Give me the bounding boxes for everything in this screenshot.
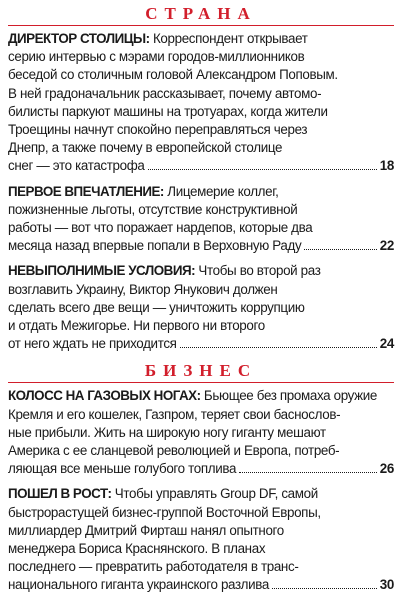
toc-entry[interactable] xyxy=(8,30,394,176)
entry-last-line xyxy=(8,335,394,353)
entry-text: сделать всего две вещи — уничтожить коррупцию xyxy=(8,299,305,315)
entry-text: последнего — превратить работодателя в транс- xyxy=(8,559,299,575)
entry-last-line xyxy=(8,460,394,478)
section-rule xyxy=(8,382,394,383)
entry-heading: КОЛОСС НА ГАЗОВЫХ НОГАХ: xyxy=(8,388,201,404)
section-biznes xyxy=(8,360,394,594)
entry-text: Днепр, а также почему в европейской столице xyxy=(8,140,283,156)
dot-leader xyxy=(239,462,377,473)
dot-leader xyxy=(272,578,377,589)
toc-entry[interactable] xyxy=(8,183,394,256)
entry-last-line xyxy=(8,576,394,594)
entry-text: Корреспондент открывает xyxy=(149,31,308,46)
page-number: 30 xyxy=(379,577,394,593)
entry-heading: НЕВЫПОЛНИМЫЕ УСЛОВИЯ: xyxy=(8,263,196,279)
entry-heading: ПЕРВОЕ ВПЕЧАТЛЕНИЕ: xyxy=(8,183,164,199)
entry-text: быстрорастущей бизнес-группой Восточной Европы, xyxy=(8,504,321,520)
entry-last-line xyxy=(8,157,394,175)
dot-leader xyxy=(148,159,377,170)
entry-heading: ДИРЕКТОР СТОЛИЦЫ: xyxy=(8,31,150,46)
entry-first-line xyxy=(8,387,394,405)
entry-text: миллиардер Дмитрий Фирташ нанял опытного xyxy=(8,522,284,538)
entry-text: менеджера Бориса Краснянского. В планах xyxy=(8,541,266,557)
entry-text: беседой со столичным головой Александром Поповым. xyxy=(8,67,338,83)
entry-text: В ней градоначальник рассказывает, почему автомо- xyxy=(8,85,322,101)
page-number: 24 xyxy=(379,336,394,352)
entry-text: Лицемерие коллег, xyxy=(163,183,279,199)
section-strana xyxy=(8,0,394,353)
entry-text: пожизненные льготы, отсутствие конструктивной xyxy=(8,201,298,217)
page-number: 26 xyxy=(379,461,394,477)
entry-text: Чтобы во второй раз xyxy=(195,263,321,279)
entry-last-line xyxy=(8,237,394,255)
dot-leader xyxy=(180,337,377,348)
entry-text: ные прибыли. Жить на широкую ногу гиганту мешают xyxy=(8,424,326,440)
entry-first-line xyxy=(8,485,394,503)
section-title: СТРАНА xyxy=(145,4,257,23)
entry-text: работы — вот что поражает нардепов, которые два xyxy=(8,220,313,236)
entry-first-line xyxy=(8,30,394,48)
entry-text: месяца назад впервые попали в Верховную Раду xyxy=(8,238,302,254)
section-rule xyxy=(8,25,394,26)
entry-text: серию интервью с мэрами городов-миллионников xyxy=(8,49,305,65)
entry-text: от него ждать не приходится xyxy=(8,336,177,352)
entry-text: и отдать Межигорье. Ни первого ни второго xyxy=(8,318,265,334)
page-number: 18 xyxy=(379,158,394,174)
entry-text: Бьющее без промаха оружие xyxy=(200,388,377,404)
entry-text: Чтобы управлять Group DF, самой xyxy=(111,486,318,502)
dot-leader xyxy=(304,239,376,250)
entry-text: ляющая все меньше голубого топлива xyxy=(8,461,237,477)
entry-text: снег — это катастрофа xyxy=(8,158,145,174)
entry-text: Троещины начнут спокойно переправляться через xyxy=(8,122,308,138)
entry-first-line xyxy=(8,262,394,280)
entry-first-line xyxy=(8,183,394,201)
toc-entry[interactable] xyxy=(8,485,394,594)
toc-entry[interactable] xyxy=(8,387,394,478)
entry-text: Кремля и его кошелек, Газпром, теряет свои баснослов- xyxy=(8,406,341,422)
toc-entry[interactable] xyxy=(8,262,394,353)
entry-text: национального гиганта украинского разлива xyxy=(8,577,269,593)
section-title: БИЗНЕС xyxy=(144,361,258,381)
entry-text: Америка с ее сланцевой революцией и Европа, потреб- xyxy=(8,443,340,459)
entry-heading: ПОШЕЛ В РОСТ: xyxy=(8,486,112,502)
entry-text: билисты паркуют машины на тротуарах, когда жители xyxy=(8,103,328,119)
entry-text: возглавить Украину, Виктор Янукович должен xyxy=(8,281,278,297)
page-number: 22 xyxy=(379,238,394,254)
